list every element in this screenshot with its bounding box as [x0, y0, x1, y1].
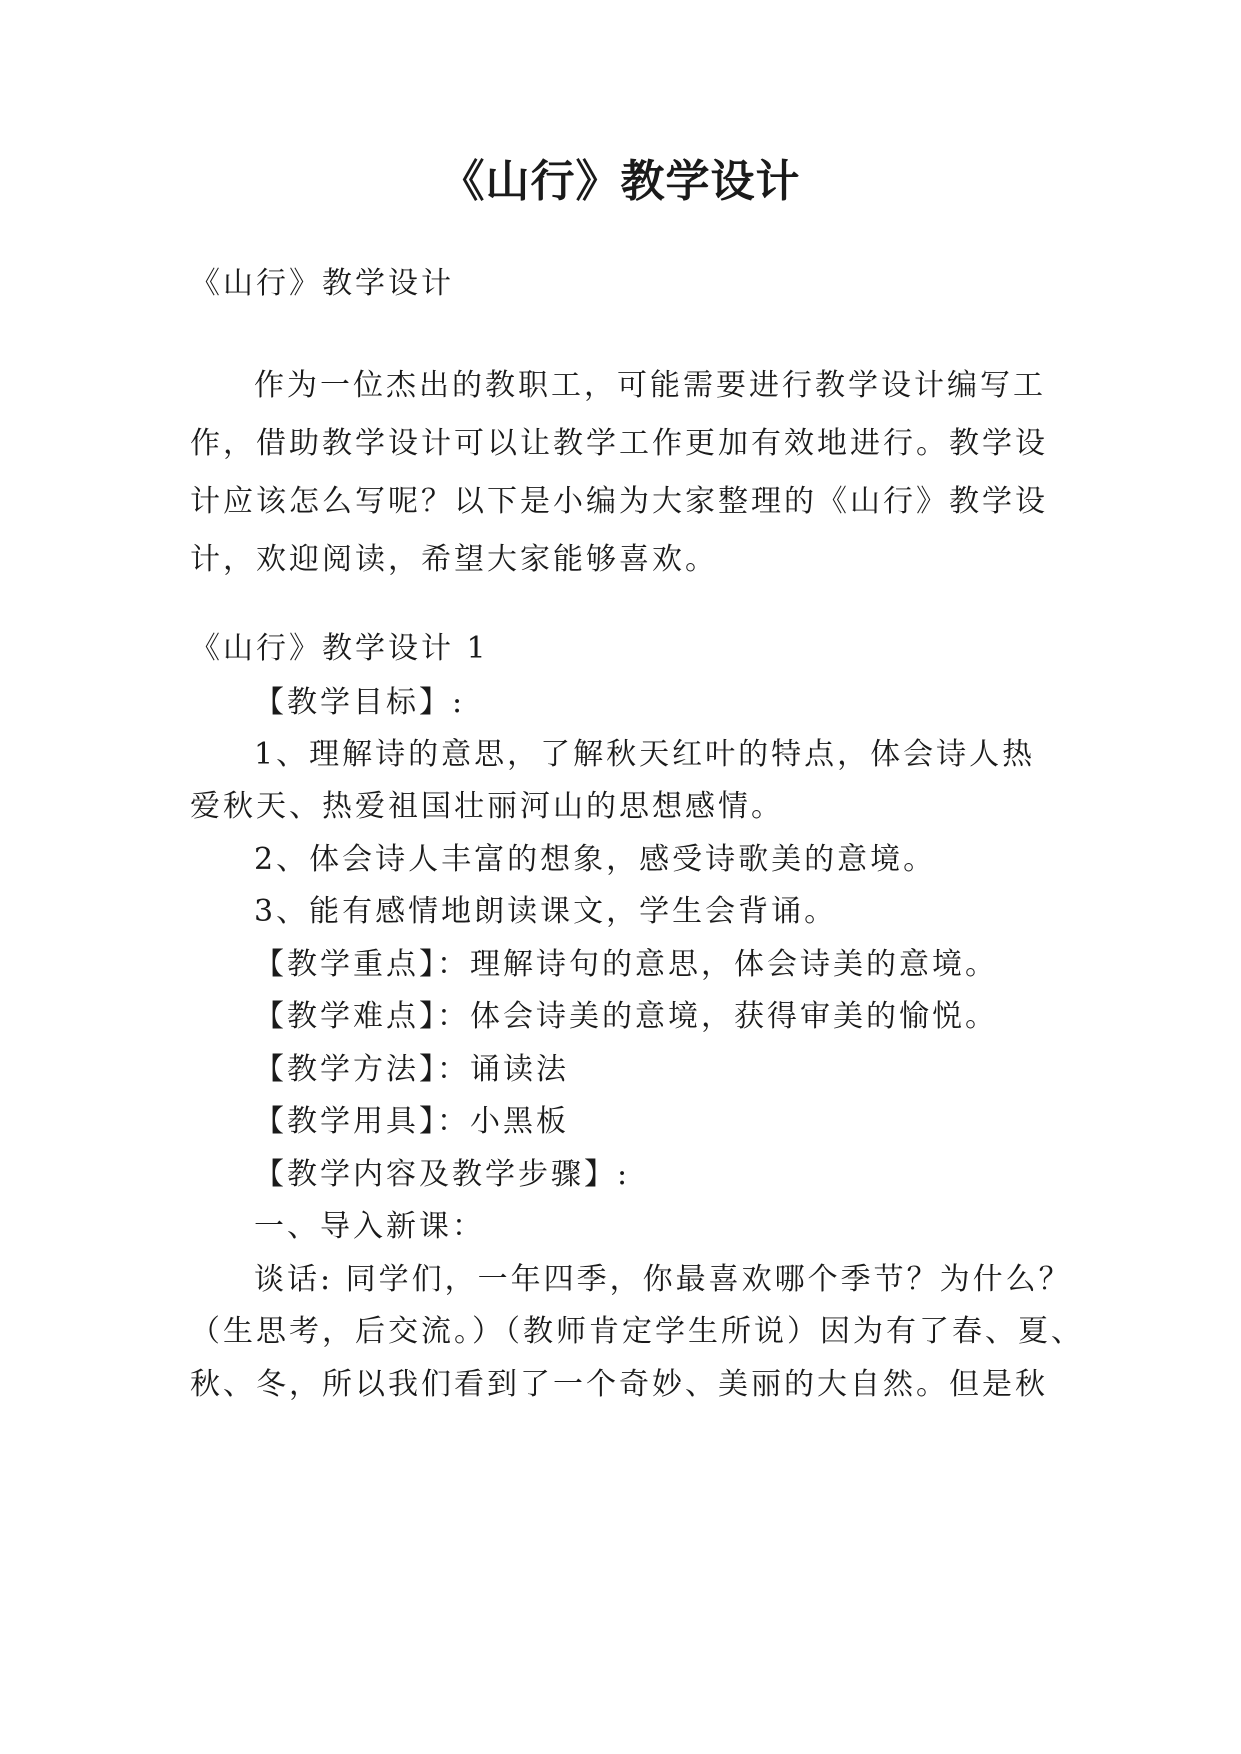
objectives-label: 【教学目标】:: [254, 685, 466, 720]
dialogue-line-2: （生思考，后交流。）（教师肯定学生所说）因为有了春、夏、: [190, 1314, 1084, 1349]
intro-line-4: 计，欢迎阅读，希望大家能够喜欢。: [190, 542, 718, 577]
objective-3: 3、能有感情地朗读课文，学生会背诵。: [254, 894, 838, 929]
difficulty: 【教学难点】：体会诗美的意境，获得审美的愉悦。: [254, 999, 998, 1034]
steps-label: 【教学内容及教学步骤】:: [254, 1157, 631, 1192]
dialogue-line-3: 秋、冬，所以我们看到了一个奇妙、美丽的大自然。但是秋: [190, 1367, 1048, 1402]
document-title: 《山行》教学设计: [440, 156, 801, 207]
intro-paragraph: [190, 357, 1062, 589]
document-subtitle: 《山行》教学设计: [190, 266, 454, 301]
key-point: 【教学重点】：理解诗句的意思，体会诗美的意境。: [254, 947, 998, 982]
step-1: 一、导入新课：: [254, 1209, 485, 1244]
dialogue-line-1: 谈话: 同学们，一年四季，你最喜欢哪个季节？为什么？: [254, 1262, 1072, 1297]
teaching-tools: 【教学用具】：小黑板: [254, 1104, 569, 1139]
intro-line-1: 作为一位杰出的教职工，可能需要进行教学设计编写工: [254, 368, 1046, 403]
intro-line-2: 作，借助教学设计可以让教学工作更加有效地进行。教学设: [190, 426, 1048, 461]
objective-1-line-2: 爱秋天、热爱祖国壮丽河山的思想感情。: [190, 789, 784, 824]
objective-1-line-1: 1、理解诗的意思，了解秋天红叶的特点，体会诗人热: [254, 737, 1036, 772]
section-heading: 《山行》教学设计 1: [190, 631, 489, 666]
teaching-method: 【教学方法】：诵读法: [254, 1052, 569, 1087]
objective-2: 2、体会诗人丰富的想象，感受诗歌美的意境。: [254, 842, 937, 877]
intro-line-3: 计应该怎么写呢？以下是小编为大家整理的《山行》教学设: [190, 484, 1048, 519]
